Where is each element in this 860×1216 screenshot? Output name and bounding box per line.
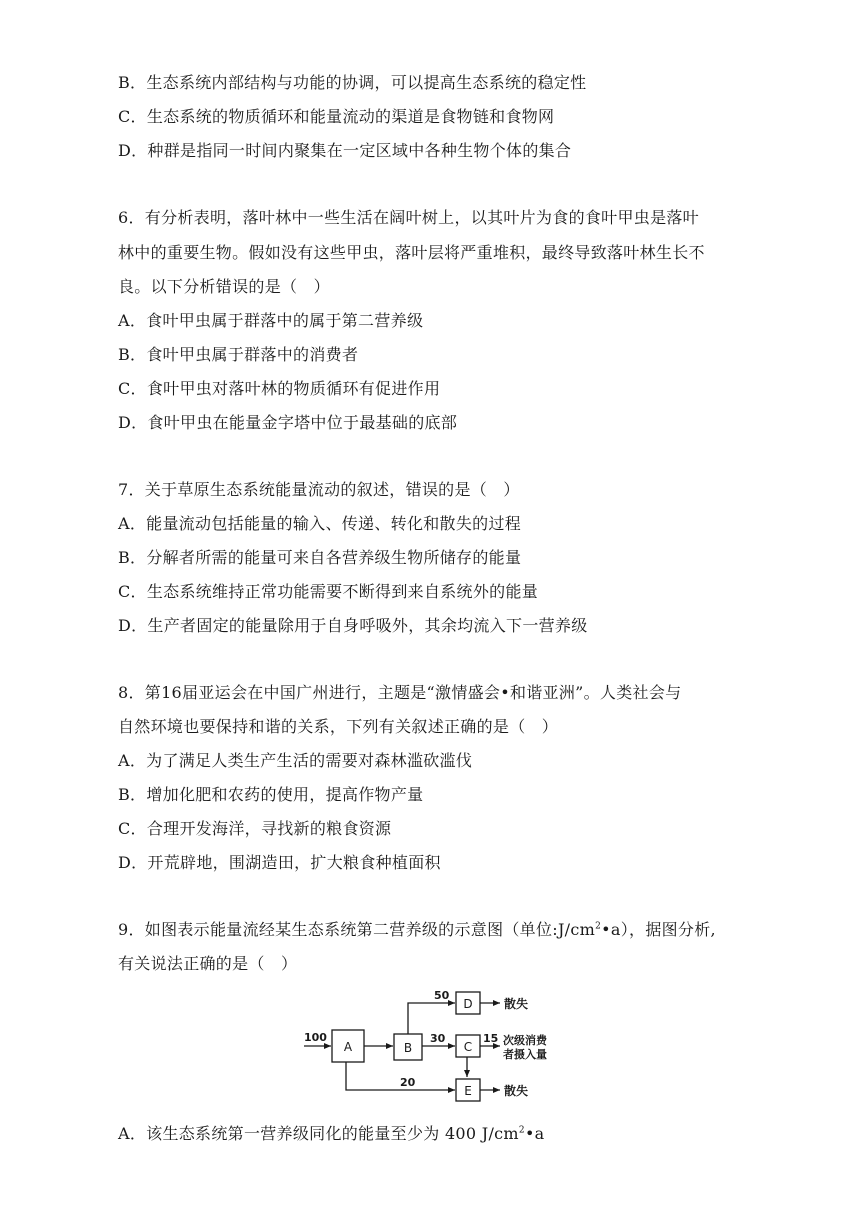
q6-stem-line2: 林中的重要生物。假如没有这些甲虫，落叶层将严重堆积，最终导致落叶林生长不: [118, 243, 705, 262]
q7-option-a: A．能量流动包括能量的输入、传递、转化和散失的过程: [118, 514, 522, 533]
q6-stem-line1: 6．有分析表明，落叶林中一些生活在阔叶树上，以其叶片为食的食叶甲虫是落叶: [118, 208, 699, 227]
q8-option-b: B．增加化肥和农药的使用，提高作物产量: [118, 785, 424, 804]
arrow-b-to-d: [408, 1003, 455, 1034]
q8-option-a: A．为了满足人类生产生活的需要对森林滥砍滥伐: [118, 751, 473, 770]
q6-stem-line3: 良。以下分析错误的是（ ）: [118, 277, 330, 296]
q8-stem-line2: 自然环境也要保持和谐的关系，下列有关叙述正确的是（ ）: [118, 717, 559, 736]
q9-stem-line2: 有关说法正确的是（ ）: [118, 954, 298, 973]
q8-stem-line1: 8．第16届亚运会在中国广州进行，主题是“激情盛会•和谐亚洲”。人类社会与: [118, 683, 682, 702]
box-c-label: C: [463, 1040, 473, 1054]
value-input: 100: [304, 1031, 327, 1044]
q6-option-d: D．食叶甲虫在能量金字塔中位于最基础的底部: [118, 413, 458, 432]
box-b-label: B: [403, 1041, 413, 1055]
q7-stem: 7．关于草原生态系统能量流动的叙述，错误的是（ ）: [118, 480, 520, 499]
label-e-out: 散失: [504, 1084, 529, 1098]
q8-option-c: C．合理开发海洋，寻找新的粮食资源: [118, 819, 392, 838]
q5-option-d: D．种群是指同一时间内聚集在一定区域中各种生物个体的集合: [118, 141, 572, 160]
label-d-out: 散失: [504, 997, 529, 1011]
q7-option-b: B．分解者所需的能量可来自各营养级生物所储存的能量: [118, 548, 522, 567]
value-b-to-c: 30: [430, 1032, 446, 1045]
energy-flow-diagram: [298, 984, 598, 1112]
label-c-out-1: 次级消费: [503, 1034, 547, 1047]
box-d-label: D: [463, 997, 473, 1011]
label-c-out-2: 者摄入量: [503, 1048, 547, 1061]
value-b-to-d: 50: [434, 989, 450, 1002]
q7-option-d: D．生产者固定的能量除用于自身呼吸外，其余均流入下一营养级: [118, 616, 588, 635]
q6-option-a: A．食叶甲虫属于群落中的属于第二营养级: [118, 311, 424, 330]
q9-option-a: A．该生态系统第一营养级同化的能量至少为 400 $J/cm^2•a$: [118, 1124, 545, 1143]
q8-option-d: D．开荒辟地，围湖造田，扩大粮食种植面积: [118, 853, 441, 872]
box-e-label: E: [464, 1084, 472, 1098]
value-a-to-e: 20: [400, 1076, 416, 1089]
box-a-label: A: [343, 1040, 353, 1054]
q6-option-b: B．食叶甲虫属于群落中的消费者: [118, 345, 359, 364]
q7-option-c: C．生态系统维持正常功能需要不断得到来自系统外的能量: [118, 582, 539, 601]
value-c-out: 15: [483, 1032, 499, 1045]
q5-option-c: C．生态系统的物质循环和能量流动的渠道是食物链和食物网: [118, 107, 555, 126]
q5-option-b: B．生态系统内部结构与功能的协调，可以提高生态系统的稳定性: [118, 73, 587, 92]
q6-option-c: C．食叶甲虫对落叶林的物质循环有促进作用: [118, 379, 441, 398]
q9-stem-line1: 9．如图表示能量流经某生态系统第二营养级的示意图（单位$:J/cm^2•a$），据图分析,: [118, 920, 716, 939]
